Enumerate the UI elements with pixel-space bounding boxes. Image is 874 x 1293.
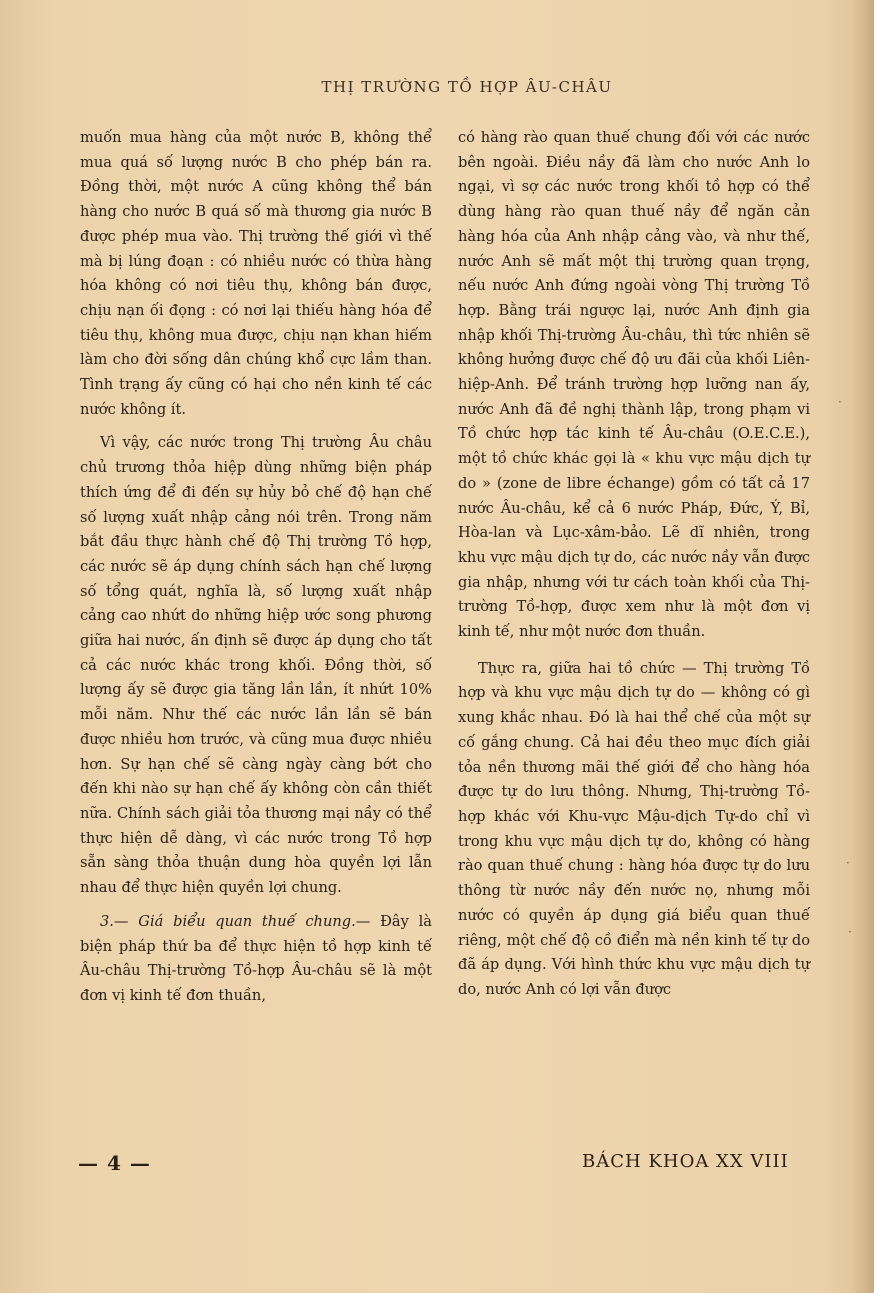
paragraph-text: Đây là biện pháp thứ ba để thực hiện tồ hợp kinh tế Âu-châu Thị-trường Tồ-hợp Âu-châu sẽ là một đơn vị kinh tế đơn thuần, bbox=[80, 912, 432, 1004]
section-heading: 3.— Giá biểu quan thuế chung.— bbox=[100, 912, 371, 930]
stain-mark: · bbox=[838, 395, 842, 409]
paragraph: muốn mua hàng của một nước B, không thể mua quá số lượng nước B cho phép bán ra. Đồng thời, một nước A cũng không thể bán hàng cho nước B quá số mà thương gia nước B được phép mua vào. Thị trường thế giới vì thế mà bị lúng đoạn : có nhiều nước có thừa hàng hóa không có nơi tiêu thụ, không bán được, chịu nạn ối đọng : có nơi lại thiếu hàng hóa để tiêu thụ, không mua được, chịu nạn khan hiếm làm cho đời sống dân chúng khổ cực lầm than. Tình trạng ấy cũng có hại cho nền kinh tế các nước không ít. bbox=[80, 129, 432, 418]
publication-name: BÁCH KHOA XX VIII bbox=[582, 1151, 789, 1172]
left-column bbox=[80, 126, 432, 1009]
page-number: — 4 — bbox=[78, 1151, 151, 1175]
paragraph bbox=[80, 910, 432, 1009]
paragraph: có hàng rào quan thuế chung đối với các nước bên ngoài. Điều nầy đã làm cho nước Anh lo ngại, vì sợ các nước trong khối tồ hợp có thể dùng hàng rào quan thuế nầy để ngăn cản hàng hóa của Anh nhập cảng vào, và như thế, nước Anh sẽ mất một thị trường quan trọng, nếu nước Anh đứng ngoài vòng Thị trường Tồ hợp. Bằng trái ngược lại, nước Anh định gia nhập khối Thị-trường Âu-châu, thì tức nhiên sẽ không hưởng được chế độ ưu đãi của khối Liên-hiệp-Anh. Để tránh trường hợp lưỡng nan ấy, nước Anh đã đề nghị thành lập, trong phạm vi Tồ chức hợp tác kinh tế Âu-châu (O.E.C.E.), một tồ chức khác gọi là « khu vực mậu dịch tự do » (zone de libre échange) gồm có tất cả 17 nước Âu-châu, kể cả 6 nước Pháp, Đức, Ý, Bỉ, Hòa-lan và Lục-xâm-bảo. Lẽ dĩ nhiên, trong khu vực mậu dịch tự do, các nước nầy vẫn được gia nhập, nhưng với tư cách toàn khối của Thị-trường Tồ-hợp, được xem như là một đơn vị kinh tế, như một nước đơn thuần. bbox=[458, 129, 810, 641]
paragraph: Vì vậy, các nước trong Thị trường Âu châu chủ trương thỏa hiệp dùng những biện pháp thích ứng để đi đến sự hủy bỏ chế độ hạn chế số lượng xuất nhập cảng nói trên. Trong năm bắt đầu thực hành chế độ Thị trường Tồ hợp, các nước sẽ áp dụng chính sách hạn chế lượng số tổng quát, nghĩa là, số lượng xuất nhập cảng cao nhứt do những hiệp ước song phương giữa hai nước, ấn định sẽ được áp dụng cho tất cả các nước khác trong khối. Đồng thời, số lượng ấy sẽ được gia tăng lần lần, ít nhứt 10% mỗi năm. Như thế các nước lần lần sẽ bán được nhiều hơn trước, và cũng mua được nhiều hơn. Sự hạn chế sẽ càng ngày càng bớt cho đến khi nào sự hạn chế ấy không còn cần thiết nữa. Chính sách giải tỏa thương mại nầy có thể thực hiện dễ dàng, vì các nước trong Tồ hợp sẵn sàng thỏa thuận dung hòa quyền lợi lẫn nhau để thực hiện quyền lợi chung. bbox=[80, 434, 432, 897]
stain-mark: · bbox=[846, 856, 850, 870]
paragraph: Thực ra, giữa hai tồ chức — Thị trường Tồ hợp và khu vực mậu dịch tự do — không có gì xung khắc nhau. Đó là hai thể chế của một sự cố gắng chung. Cả hai đều theo mục đích giải tỏa nền thương mãi thế giới để cho hàng hóa được tự do lưu thông. Nhưng, Thị-trường Tồ-hợp khác với Khu-vực Mậu-dịch Tự-do chỉ vì trong khu vực mậu dịch tự do, không có hàng rào quan thuế chung : hàng hóa được tự do lưu thông từ nước nầy đến nước nọ, nhưng mỗi nước có quyền áp dụng giá biểu quan thuế riêng, một chế độ cồ điển mà nền kinh tế tự do đã áp dụng. Với hình thức khu vực mậu dịch tự do, nước Anh có lợi vẫn được bbox=[458, 659, 810, 998]
running-header: THỊ TRƯỜNG TỒ HỢP ÂU-CHÂU bbox=[321, 78, 613, 96]
stain-mark: · bbox=[848, 925, 852, 939]
page-edge-shadow bbox=[852, 0, 874, 1293]
right-column bbox=[458, 126, 810, 1003]
